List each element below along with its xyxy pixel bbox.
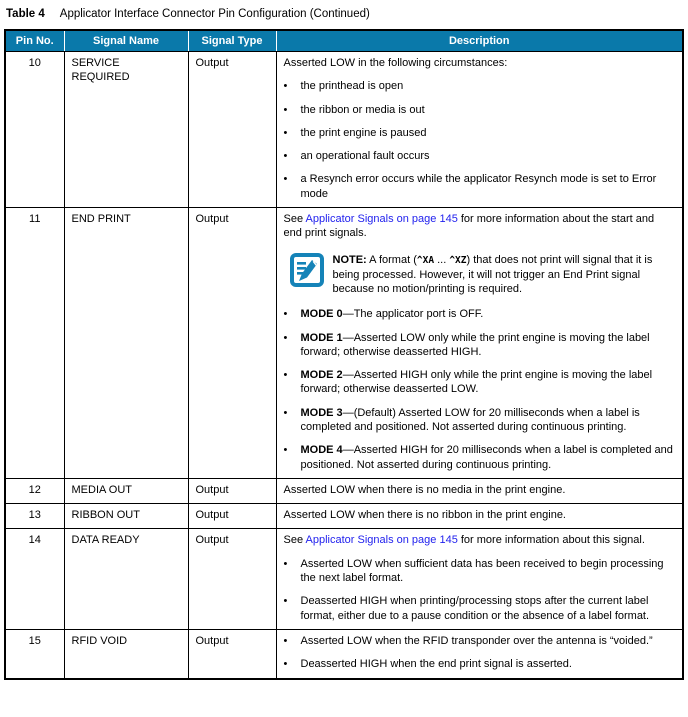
pin-no-cell: 14: [5, 529, 64, 629]
bullet-marker: •: [283, 103, 288, 116]
signal-name-cell: DATA READY: [64, 529, 188, 629]
bullet-item: [284, 149, 676, 163]
table-label: Table 4: [6, 8, 45, 20]
code-text: ^XA: [416, 254, 435, 266]
bold-text: MODE 0: [300, 308, 343, 321]
description-paragraph: [284, 533, 676, 547]
signal-name-cell: SERVICE REQUIRED: [64, 52, 188, 208]
text-run: for more information about the start and end print signals.: [283, 213, 655, 240]
pin-no-cell: 10: [5, 52, 64, 208]
bullet-marker: •: [283, 80, 288, 93]
bullet-text: [301, 126, 427, 140]
table-header: [5, 30, 683, 52]
header-signal-name: Signal Name: [64, 30, 188, 52]
bullet-text: [301, 557, 676, 586]
bullet-text: [301, 103, 425, 117]
bullet-item: [284, 79, 676, 93]
text-run: ...: [434, 253, 450, 266]
bullet-marker: •: [283, 634, 288, 647]
pin-no-cell: 11: [5, 208, 64, 479]
bullet-text: [301, 594, 676, 623]
bullet-item: [284, 594, 676, 623]
bold-text: MODE 1: [300, 331, 343, 344]
signal-type-cell: Output: [188, 504, 276, 529]
bullet-marker: •: [283, 331, 288, 344]
table-row: [5, 208, 683, 479]
bullet-item: [284, 172, 676, 201]
bold-text: MODE 2: [300, 369, 343, 382]
description-cell: [276, 52, 683, 208]
bullet-text: [301, 634, 653, 648]
bullet-text: [301, 657, 572, 671]
signal-type-cell: Output: [188, 52, 276, 208]
code-text: ^XZ: [449, 254, 467, 266]
bullet-item: [284, 368, 676, 397]
signal-name-cell: RFID VOID: [64, 629, 188, 678]
bullet-marker: •: [283, 173, 288, 186]
bold-text: MODE 4: [300, 444, 343, 457]
table-body: [5, 52, 683, 679]
text-run: the print engine is paused: [300, 126, 427, 139]
text-run: Deasserted HIGH when the end print signal is asserted.: [300, 658, 572, 671]
text-run: the ribbon or media is out: [300, 103, 425, 116]
signal-type-cell: Output: [188, 629, 276, 678]
signal-type-cell: Output: [188, 529, 276, 629]
description-cell: [276, 629, 683, 678]
text-run: —Asserted LOW only while the print engine is moving the label forward; otherwise deasserted HIGH.: [300, 331, 650, 358]
bullet-marker: •: [283, 150, 288, 163]
description-cell: [276, 504, 683, 529]
pin-config-table: [4, 29, 684, 680]
text-run: Asserted LOW when the RFID transponder over the antenna is “voided.”: [300, 634, 653, 647]
bullet-marker: •: [283, 557, 288, 570]
text-run: Deasserted HIGH when printing/processing stops after the current label format, either due to a pause condition or the absence of a label format.: [300, 595, 650, 622]
header-signal-type: Signal Type: [188, 30, 276, 52]
bullet-marker: •: [283, 406, 288, 419]
text-run: a Resynch error occurs while the applicator Resynch mode is set to Error mode: [300, 173, 657, 200]
text-run: —The applicator port is OFF.: [342, 308, 484, 321]
note-callout: [284, 253, 676, 298]
bullet-text: [301, 172, 676, 201]
table-row: [5, 504, 683, 529]
table-row: [5, 629, 683, 678]
header-pin-no: Pin No.: [5, 30, 64, 52]
text-run: —(Default) Asserted LOW for 20 milliseconds when a label is completed and positioned. Not asserted during continuous printing.: [300, 406, 640, 433]
bold-text: NOTE:: [332, 253, 367, 266]
table-title: [6, 8, 684, 20]
text-run: Asserted LOW when sufficient data has been received to begin processing the next label format.: [300, 557, 664, 585]
text-run: for more information about this signal.: [457, 534, 645, 547]
text-run: an operational fault occurs: [300, 150, 430, 163]
description-cell: [276, 478, 683, 503]
bullet-item: [284, 557, 676, 586]
bullet-text: [301, 79, 404, 93]
bullet-marker: •: [283, 369, 288, 382]
signal-name-cell: RIBBON OUT: [64, 504, 188, 529]
text-run: See: [283, 534, 306, 547]
table-row: [5, 478, 683, 503]
description-cell: [276, 208, 683, 479]
text-run: Asserted LOW when there is no media in the print engine.: [283, 483, 566, 496]
bullet-item: [284, 406, 676, 435]
description-paragraph: [284, 483, 676, 497]
signal-name-cell: END PRINT: [64, 208, 188, 479]
bullet-item: [284, 331, 676, 360]
bullet-text: [301, 307, 484, 321]
signal-type-cell: Output: [188, 208, 276, 479]
note-text: [333, 253, 676, 298]
applicator-signals-link[interactable]: Applicator Signals on page 145: [305, 213, 458, 226]
text-run: —Asserted HIGH only while the print engine is moving the label forward; otherwise deasserted LOW.: [300, 369, 653, 396]
bold-text: MODE 3: [300, 406, 343, 419]
description-paragraph: [284, 56, 676, 70]
note-icon: [290, 253, 324, 287]
bullet-text: [301, 331, 676, 360]
bullet-marker: •: [283, 658, 288, 671]
bullet-item: [284, 307, 676, 321]
bullet-text: [301, 443, 676, 472]
header-description: Description: [276, 30, 683, 52]
text-run: Asserted LOW in the following circumstances:: [283, 57, 508, 69]
description-cell: [276, 529, 683, 629]
pin-no-cell: 12: [5, 478, 64, 503]
bullet-item: [284, 634, 676, 648]
table-row: [5, 52, 683, 208]
bullet-item: [284, 103, 676, 117]
description-paragraph: [284, 508, 676, 522]
table-row: [5, 529, 683, 629]
bullet-marker: •: [283, 308, 288, 321]
text-run: Asserted LOW when there is no ribbon in the print engine.: [283, 509, 566, 522]
bullet-text: [301, 406, 676, 435]
text-run: See: [283, 213, 306, 226]
signal-type-cell: Output: [188, 478, 276, 503]
bullet-item: [284, 126, 676, 140]
text-run: ) that does not print will signal that it is being processed. However, it will not trigger an End Print signal because no motion/printing is required.: [332, 253, 653, 296]
bullet-item: [284, 657, 676, 671]
pin-no-cell: 13: [5, 504, 64, 529]
description-paragraph: [284, 212, 676, 241]
pin-no-cell: 15: [5, 629, 64, 678]
bullet-item: [284, 443, 676, 472]
signal-name-cell: MEDIA OUT: [64, 478, 188, 503]
text-run: the printhead is open: [300, 80, 404, 93]
bullet-marker: •: [283, 444, 288, 457]
bullet-text: [301, 149, 430, 163]
text-run: A format (: [366, 253, 417, 266]
table-caption: Applicator Interface Connector Pin Configuration (Continued): [59, 8, 370, 20]
text-run: —Asserted HIGH for 20 milliseconds when a label is completed and positioned. Not asserted during continuous printing.: [300, 444, 673, 471]
bullet-marker: •: [283, 126, 288, 139]
bullet-text: [301, 368, 676, 397]
bullet-marker: •: [283, 595, 288, 608]
applicator-signals-link[interactable]: Applicator Signals on page 145: [305, 534, 458, 547]
